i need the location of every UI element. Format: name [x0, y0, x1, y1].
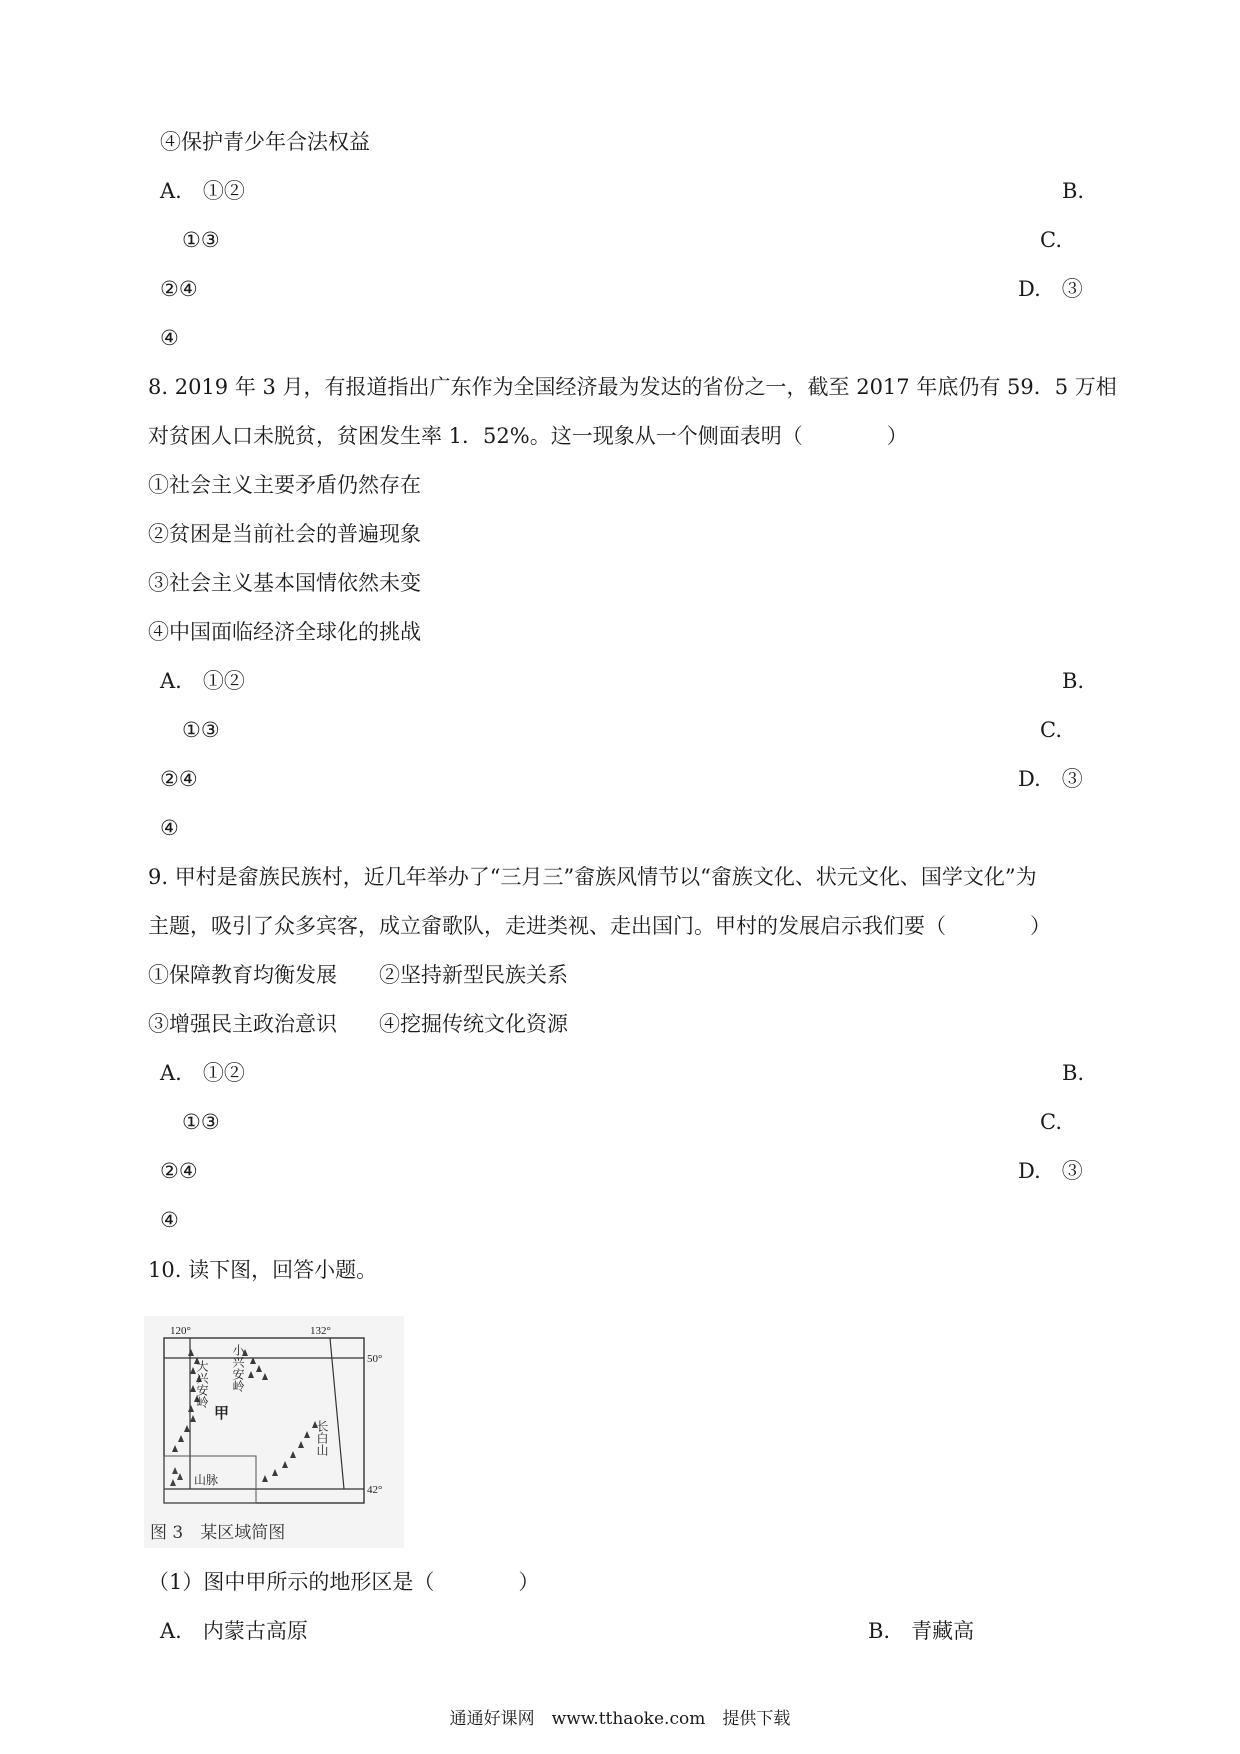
q10-sub1-stem: （1）图中甲所示的地形区是（ ）	[148, 1570, 540, 1594]
q9-option-d-value: ④	[160, 1208, 179, 1232]
q8-option-b-label: B.	[1062, 669, 1085, 693]
q10-sub1-option-b: B. 青藏高	[868, 1619, 975, 1643]
q8-item-1: ①社会主义主要矛盾仍然存在	[148, 473, 421, 497]
q9-items-row-1: ①保障教育均衡发展 ②坚持新型民族关系	[148, 963, 568, 987]
region-map-figure	[144, 1316, 404, 1548]
page-footer: 通通好课网 www.tthaoke.com 提供下载	[449, 1709, 791, 1729]
q8-option-c-label: C.	[1040, 718, 1062, 742]
mountain-range-xiao-xing-an	[242, 1349, 268, 1380]
map-lat-bottom-label: 42°	[367, 1484, 383, 1496]
q9-stem-line-2: 主题，吸引了众多宾客，成立畲歌队，走进类视、走出国门。甲村的发展启示我们要（ ）	[148, 914, 1051, 938]
q8-option-d-label: D. ③	[1018, 767, 1083, 791]
map-lon-132-line	[330, 1338, 344, 1489]
legend-mountain-symbol	[170, 1467, 183, 1486]
map-region-label: 甲	[214, 1404, 230, 1422]
q9-items-row-2: ③增强民主政治意识 ④挖掘传统文化资源	[148, 1012, 568, 1036]
q9-option-b-label: B.	[1062, 1061, 1085, 1085]
map-range-da-xing-an-label: 大兴安岭	[195, 1360, 209, 1408]
q9-option-c-value: ②④	[160, 1159, 198, 1183]
q7-option-c-label: C.	[1040, 228, 1062, 252]
mountain-range-chang-bai	[262, 1421, 318, 1482]
map-range-xiao-xing-an-label: 小兴安岭	[231, 1344, 245, 1392]
map-range-chang-bai-label: 长白山	[315, 1420, 329, 1456]
q8-option-a: A. ①②	[160, 669, 245, 693]
q9-option-c-label: C.	[1040, 1110, 1062, 1134]
q7-option-d-value: ④	[160, 326, 179, 350]
q8-stem-line-2: 对贫困人口未脱贫，贫困发生率 1．52%。这一现象从一个侧面表明（ ）	[148, 424, 908, 448]
q8-item-4: ④中国面临经济全球化的挑战	[148, 620, 421, 644]
q9-stem-line-1: 9. 甲村是畲族民族村，近几年举办了“三月三”畲族风情节以“畲族文化、状元文化、国学文化”为	[148, 865, 1037, 889]
q9-option-d-label: D. ③	[1018, 1159, 1083, 1183]
map-caption: 图 3 某区域简图	[150, 1523, 286, 1543]
q7-option-d-label: D. ③	[1018, 277, 1083, 301]
q8-option-b-value: ①③	[182, 718, 220, 742]
q7-item-4: ④保护青少年合法权益	[160, 130, 370, 154]
q10-sub1-option-a: A. 内蒙古高原	[160, 1619, 308, 1643]
q10-stem: 10. 读下图，回答小题。	[148, 1258, 378, 1282]
q8-option-c-value: ②④	[160, 767, 198, 791]
q7-option-c-value: ②④	[160, 277, 198, 301]
map-lon-left-label: 120°	[170, 1325, 191, 1337]
q8-item-3: ③社会主义基本国情依然未变	[148, 571, 421, 595]
q7-option-b-value: ①③	[182, 228, 220, 252]
q8-item-2: ②贫困是当前社会的普遍现象	[148, 522, 421, 546]
q8-option-d-value: ④	[160, 816, 179, 840]
map-legend-label: 山脉	[194, 1473, 219, 1487]
map-lat-top-label: 50°	[367, 1353, 383, 1365]
q9-option-a: A. ①②	[160, 1061, 245, 1085]
q9-option-b-value: ①③	[182, 1110, 220, 1134]
q8-stem-line-1: 8. 2019 年 3 月，有报道指出广东作为全国经济最为发达的省份之一，截至 2017 年底仍有 59．5 万相	[148, 375, 1117, 399]
q7-option-b-label: B.	[1062, 179, 1085, 203]
q7-option-a: A. ①②	[160, 179, 245, 203]
map-lon-right-label: 132°	[310, 1325, 331, 1337]
